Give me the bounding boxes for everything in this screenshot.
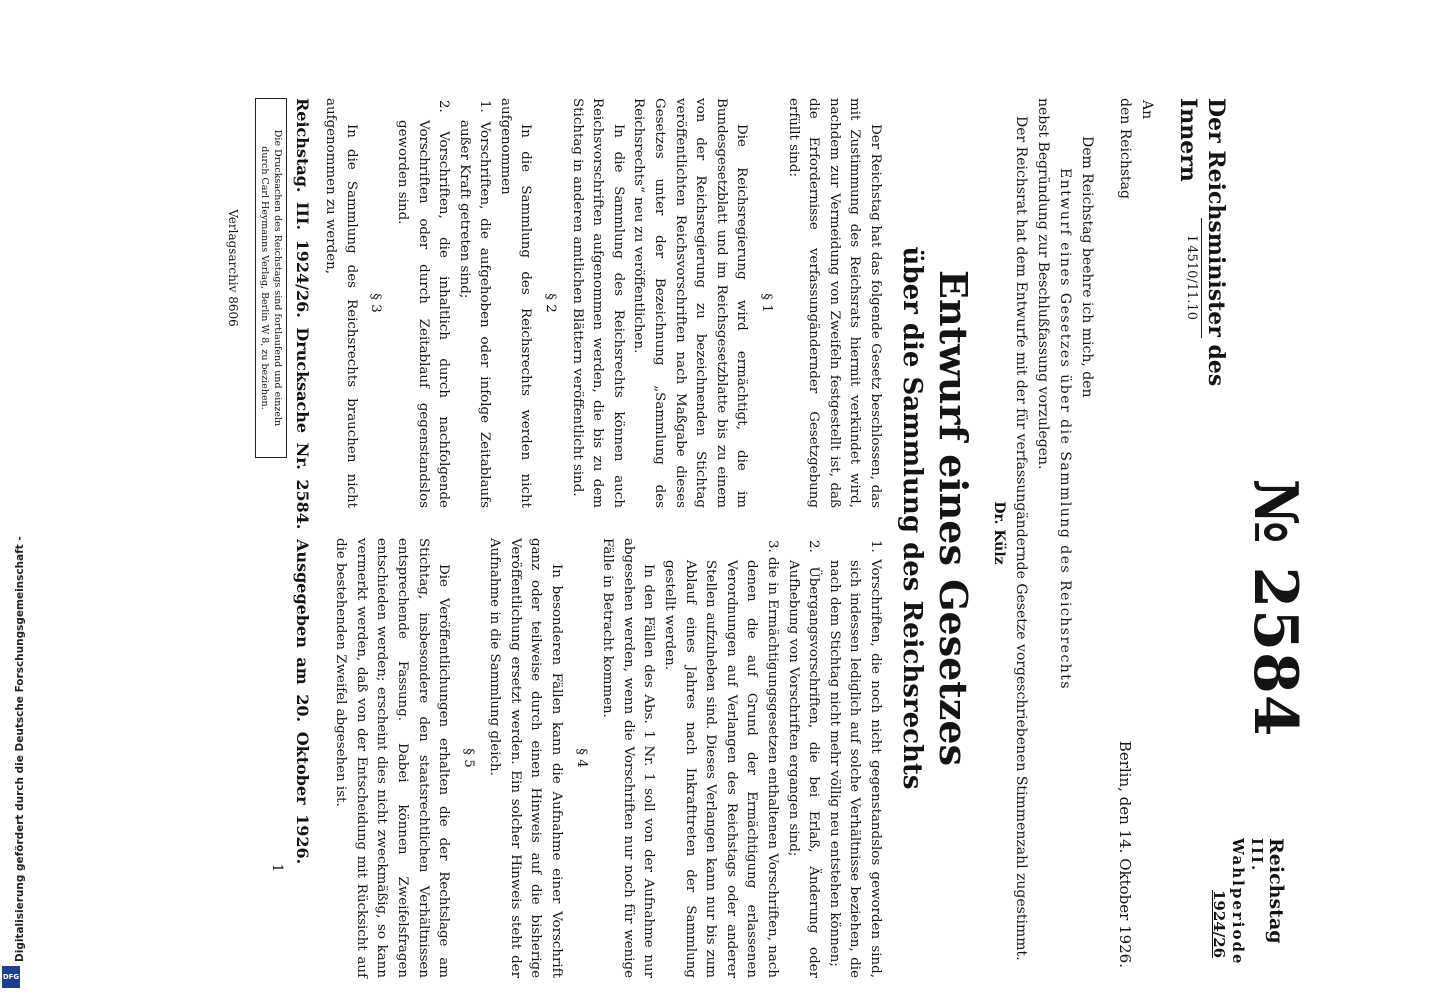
section-heading-2: § 2 bbox=[543, 293, 559, 313]
section-1-paragraph-2: In die Sammlung des Reichsrechts können auch Reichsvorschriften aufgenommen werden, die bis zu dem Stichtag in anderen amtlichen Blättern veröffentlicht sind. bbox=[569, 98, 626, 508]
dfg-logo-icon bbox=[2, 966, 20, 988]
section-heading-1: § 1 bbox=[759, 293, 775, 313]
section-3-closing: In den Fällen des Abs. 1 Nr. 1 soll von der Aufnahme nur abgesehen werden, wenn die Vorschriften nur noch für wenige Fälle in Betracht kommen. bbox=[600, 538, 657, 978]
section-3-item-3: 3. die in Ermächtigungsgesetzen enthaltenen Vorschriften, nach denen die auf Grund der Ermächtigung erlassenen Verordnungen auf Verlangen des Reichstags oder anderer Stellen aufzuheben sind. Dieses Verlangen kann nur bis zum Ablauf eines Jahres nach Inkrafttreten der Sammlung gestellt werden. bbox=[662, 540, 781, 978]
place-date: Berlin, den 14. Oktober 1926. bbox=[1116, 740, 1134, 968]
section-2-intro: In die Sammlung des Reichsrechts werden nicht aufgenommen bbox=[497, 98, 534, 508]
signatory: Dr. Külz bbox=[991, 501, 1007, 565]
recipient: den Reichstag bbox=[1117, 98, 1133, 199]
section-heading-4: § 4 bbox=[573, 748, 589, 768]
publisher-notice bbox=[255, 98, 287, 458]
publisher-line-2: durch Carl Heymanns Verlag, Berlin W 8, zu beziehen. bbox=[259, 146, 270, 410]
section-heading-3: § 3 bbox=[368, 293, 384, 313]
page-number: 1 bbox=[269, 863, 285, 873]
left-column bbox=[320, 98, 885, 508]
section-3-text: In die Sammlung des Reichsrechts brauchen nicht aufgenommen zu werden, bbox=[323, 98, 359, 508]
scan-footer bbox=[0, 0, 24, 1000]
section-3-item-1: 1. Vorschriften, die noch nicht gegenstandslos geworden sind, sich indessen lediglich auf solche Verhältnisse beziehen, die nach dem Stichtag nicht mehr völlig neu entstehen können; bbox=[826, 540, 883, 978]
reichstag-period-block bbox=[1209, 838, 1285, 983]
section-4-text: In besonderen Fällen kann die Aufnahme einer Vorschrift ganz oder teilweise durch einen Hinweis auf die bisherige Veröffentlichung ersetzt werden. Ein solcher Hinweis steht der Aufnahme in die Sammlung gleich. bbox=[487, 538, 565, 978]
document-number: № 2584 bbox=[1240, 478, 1310, 738]
section-2-item-2: 2. Vorschriften, die inhaltlich durch nachfolgende Vorschriften oder durch Zeitablauf gegenstandslos geworden sind. bbox=[394, 100, 452, 508]
document-page bbox=[110, 98, 1310, 978]
reference-number: I 4510/11.10 bbox=[1181, 218, 1202, 338]
reichstag-label: Reichstag bbox=[1265, 838, 1287, 944]
intro-line-3: nebst Begründung zur Beschlußfassung vorzulegen. bbox=[1035, 98, 1051, 470]
publisher-line-1: Die Drucksachen des Reichstags sind fortlaufend und einzeln bbox=[272, 129, 283, 427]
sender: Der Reichsminister des Innern bbox=[1175, 98, 1229, 387]
digitization-note: Digitalisierung gefördert durch die Deutsche Forschungsgemeinschaft - bbox=[14, 536, 26, 962]
intro-line-2: Entwurf eines Gesetzes über die Sammlung des Reichsrechts bbox=[1057, 168, 1073, 691]
section-1-paragraph-1: Die Reichsregierung wird ermächtigt, die im Bundesgesetzblatt und im Reichsgesetzblatte bis zu einem von der Reichsregierung zu bezeichnenden Stichtag veröffentlichten Reichsvorschriften nach Maßgabe dieses Gesetzes unter der Bezeichnung „Sammlung des Reichsrechts“ neu zu veröffentlichen. bbox=[631, 98, 750, 508]
period-label: III. Wahlperiode bbox=[1229, 838, 1266, 966]
intro-line-4: Der Reichsrat hat dem Entwurfe mit der für verfassungändernde Gesetze vorgeschriebenen Stimmenzahl zugestimmt. bbox=[1013, 116, 1029, 961]
section-5-text: Die Veröffentlichungen erhalten die der Rechtslage am Stichtag, insbesondere den staatsrechtlichen Verhältnissen entsprechende Fassung. Dabei können Zweifelsfragen entschieden werden; erscheint dies nicht zweckmäßig, so kann vermerkt werden, daß von der Entscheidung mit Rücksicht auf die bestehenden Zweifel abgesehen ist. bbox=[333, 538, 452, 978]
dfg-badge-label: DFG bbox=[2, 973, 20, 981]
section-2-item-1: 1. Vorschriften, die aufgehoben oder infolge Zeitablaufs außer Kraft getreten sind; bbox=[456, 100, 493, 508]
intro-line-1: Dem Reichstag beehre ich mich, den bbox=[1079, 136, 1095, 398]
addressee-prefix: An bbox=[1139, 100, 1155, 120]
preamble: Der Reichstag hat das folgende Gesetz beschlossen, das mit Zustimmung des Reichsrats hiermit verkündet wird, nachdem zur Vermeidung von Zweifeln festgestellt ist, daß die Erfordernisse verfassungändernder Gesetzgebung erfüllt sind: bbox=[785, 98, 883, 508]
bill-title: Entwurf eines Gesetzes bbox=[931, 269, 976, 767]
section-heading-5: § 5 bbox=[460, 748, 476, 768]
archive-note: Verlagsarchiv 8606 bbox=[226, 209, 240, 327]
period-years: 1924/26 bbox=[1210, 890, 1228, 959]
bill-subtitle: über die Sammlung des Reichsrechts bbox=[897, 246, 927, 790]
print-info-line: Reichstag. III. 1924/26. Drucksache Nr. 2584. Ausgegeben am 20. Oktober 1926. bbox=[293, 98, 312, 865]
right-column bbox=[330, 538, 885, 978]
section-3-item-2: 2. Übergangsvorschriften, die bei Erlaß, Änderung oder Aufhebung von Vorschriften ergangen sind; bbox=[785, 540, 822, 978]
